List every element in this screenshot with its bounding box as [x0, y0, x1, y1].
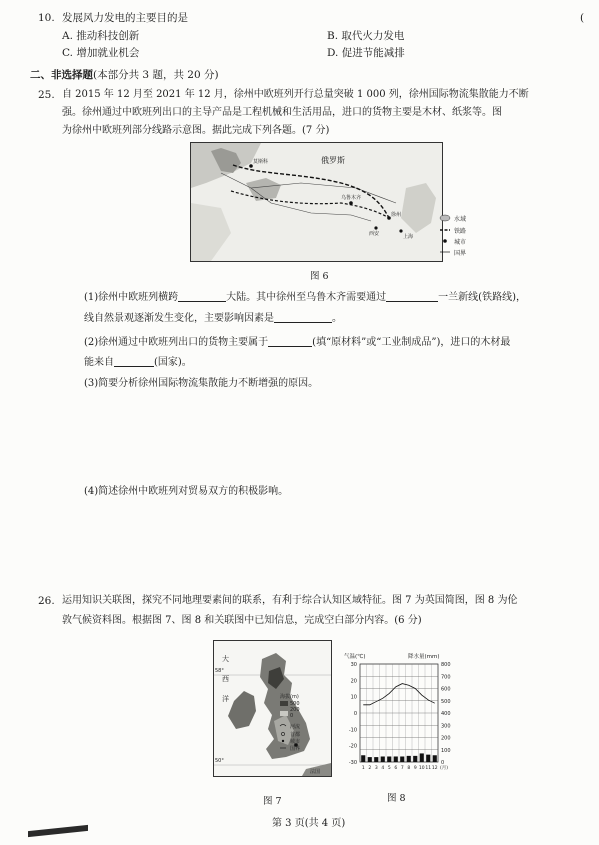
q25-sub1-text-d: 线自然景观逐渐发生变化，主要影响因素是: [84, 313, 274, 324]
precip-tick-label: 100: [441, 747, 451, 754]
month-tick-label: 4: [381, 766, 385, 771]
precip-tick-label: 400: [441, 711, 451, 717]
q25-sub1-text-a: (1)徐州中欧班列横跨: [84, 292, 179, 303]
q25-sub2-text-c: 能来自: [84, 357, 114, 368]
month-tick-label: 12: [431, 766, 438, 771]
city-symbol-uk: [282, 740, 284, 742]
legend-border-label: 国界: [454, 250, 467, 257]
q25-sub1-blank-railway[interactable]: [386, 290, 438, 302]
q10-number: 10.: [38, 12, 55, 24]
precip-bar: [400, 756, 404, 762]
month-tick-label: 10: [418, 766, 425, 771]
month-tick-label: 5: [387, 766, 391, 771]
ireland: [228, 691, 256, 729]
precip-tick-label: 800: [441, 662, 451, 668]
month-tick-label: 3: [374, 766, 378, 771]
q25-sub2-line2: [84, 355, 192, 370]
precip-tick-label: 500: [441, 698, 451, 705]
q25-sub1-text-e: 。: [332, 313, 342, 324]
chart-grid: [360, 664, 438, 762]
q25-number: 25.: [38, 89, 55, 101]
label-france: 法国: [310, 769, 321, 775]
q25-sub3: (3)简要分析徐州国际物流集散能力不断增强的原因。: [84, 378, 319, 389]
temp-tick-label: 30: [350, 662, 357, 668]
q10-option-a: A. 推动科技创新: [62, 30, 140, 42]
precip-tick-label: 0: [441, 760, 445, 766]
legend-city: 城市: [290, 739, 301, 745]
figure-6-map: [190, 142, 443, 262]
precip-bar: [413, 756, 417, 762]
railway-map: [191, 143, 442, 261]
temp-axis-label: 气温(℃): [344, 654, 366, 660]
answer-bracket: (: [580, 12, 585, 24]
temp-tick-label: -30: [348, 760, 357, 766]
figure-8-caption: 图 8: [387, 793, 406, 804]
q10-stem: 发展风力发电的主要目的是: [62, 12, 188, 24]
legend-capital: 首都: [290, 732, 301, 738]
q25-stem-line1: 自 2015 年 12 月至 2021 年 12 月，徐州中欧班列开行总量突破 1 000 列，徐州国际物流集散能力不断: [62, 89, 529, 100]
q25-sub1-blank-factor[interactable]: [274, 311, 332, 323]
city-symbol: [443, 239, 447, 243]
month-tick-label: 9: [413, 766, 417, 771]
q25-sub1-line2: [84, 311, 342, 326]
water-symbol: [440, 215, 450, 221]
month-tick-label: 11: [425, 766, 432, 771]
altitude-swatch-500: [280, 701, 288, 706]
section-heading: [30, 68, 219, 82]
map-label-shanghai: 上海: [403, 234, 414, 240]
map-label-urumqi: 乌鲁木齐: [341, 195, 362, 201]
legend-water-label: 水域: [454, 216, 467, 223]
altitude-200: 200: [290, 707, 300, 713]
map-label-xian: 西安: [369, 231, 380, 237]
q10-option-b: B. 取代火力发电: [327, 30, 405, 42]
precip-bar: [426, 755, 430, 762]
q25-sub2-text-a: (2)徐州通过中欧班列出口的货物主要属于: [84, 337, 269, 348]
q25-sub2-text-d: (国家)。: [154, 357, 192, 368]
temp-tick-label: 20: [350, 678, 357, 685]
q25-sub3-answer-area[interactable]: [84, 394, 564, 474]
city-shanghai-marker: [399, 229, 402, 232]
ocean-char-1: 大: [222, 655, 229, 663]
lat-label-58: 58°: [215, 668, 224, 674]
month-tick-label: 8: [407, 766, 411, 771]
figure-6-caption: 图 6: [310, 271, 329, 282]
q25-sub2-text-b: (填“原材料”或“工业制成品”)，进口的木材最: [312, 337, 511, 348]
figure-8-climate-chart: [338, 650, 468, 780]
q25-sub2-blank-country[interactable]: [114, 355, 154, 367]
map-label-russia: 俄罗斯: [321, 156, 345, 165]
legend-symbols: [438, 212, 482, 264]
legend-border: 国界: [290, 746, 301, 752]
altitude-swatch-200: [280, 706, 288, 711]
ocean-char-3: 洋: [222, 695, 229, 703]
month-tick-label: 2: [368, 766, 372, 771]
precip-bar: [387, 756, 391, 762]
chart-ticks: [349, 662, 451, 771]
page-footer: 第 3 页(共 4 页): [272, 818, 346, 829]
section-title: 二、非选择题: [30, 69, 93, 81]
ocean-char-2: 西: [222, 675, 229, 683]
q25-sub2-line1: [84, 335, 510, 350]
section-note: (本部分共 3 题，共 20 分): [93, 69, 219, 81]
q25-stem-line2: 强。徐州通过中欧班列出口的主导产品是工程机械和生活用品，进口的货物主要是木材、纸浆等。图: [62, 107, 502, 118]
precip-tick-label: 700: [441, 674, 451, 681]
q10-option-c: C. 增加就业机会: [62, 47, 140, 59]
q25-sub4: (4)简述徐州中欧班列对贸易双方的积极影响。: [84, 486, 289, 497]
river-symbol: [280, 725, 286, 727]
q25-sub4-answer-area[interactable]: [84, 502, 564, 582]
figure-7-legend: [278, 692, 328, 756]
precip-tick-label: 200: [441, 735, 451, 742]
q25-sub1-text-b: 大陆。其中徐州至乌鲁木齐需要通过: [226, 292, 387, 303]
map-label-moscow: 莫斯科: [253, 159, 269, 165]
precip-bar: [420, 753, 424, 762]
precip-bar: [381, 756, 385, 762]
q25-sub1-blank-continent[interactable]: [178, 290, 226, 302]
capital-symbol: [281, 732, 284, 735]
month-unit-label: (月): [440, 766, 449, 771]
legend-railway-label: 铁路: [454, 228, 467, 235]
city-urumqi-marker: [349, 201, 353, 205]
city-xian-marker: [374, 226, 377, 229]
precip-bar: [361, 755, 365, 762]
altitude-0: 0: [290, 713, 294, 719]
temp-tick-label: 0: [353, 711, 357, 717]
month-tick-label: 1: [361, 766, 365, 771]
temp-tick-label: 10: [350, 694, 357, 701]
month-tick-label: 7: [400, 766, 404, 771]
precip-bar: [368, 757, 372, 762]
figure-7-caption: 图 7: [263, 796, 282, 807]
precip-tick-label: 600: [441, 686, 451, 693]
precip-bar: [394, 756, 398, 762]
temp-tick-label: -10: [348, 727, 357, 734]
altitude-title: 海拔(m): [280, 694, 299, 700]
legend-river: 河流: [290, 724, 301, 730]
q25-sub1-line1: [84, 290, 526, 305]
precip-bar: [374, 757, 378, 762]
q25-sub2-blank-goods[interactable]: [268, 335, 312, 347]
figure-6-legend: [438, 212, 482, 264]
temp-tick-label: -20: [348, 743, 357, 750]
climate-chart-svg: [338, 650, 468, 780]
lat-label-50: 50°: [215, 758, 224, 764]
q25-sub1-text-c: 一兰新线(铁路线)，: [438, 292, 526, 303]
legend-city-label: 城市: [454, 239, 467, 246]
q26-stem-line1: 运用知识关联图，探究不同地理要素间的联系，有利于综合认知区域特征。图 7 为英国简图，图 8 为伦: [62, 595, 518, 606]
precip-bar: [407, 756, 411, 762]
page-corner-shadow: [28, 825, 88, 837]
precip-tick-label: 300: [441, 723, 451, 730]
precip-bar: [433, 755, 437, 762]
precip-axis-label: 降水量(mm): [408, 654, 440, 660]
altitude-swatch-0: [280, 711, 288, 716]
q26-number: 26.: [38, 595, 55, 607]
uk-legend-svg: [278, 692, 328, 756]
altitude-500: 500: [290, 701, 300, 707]
map-label-xuzhou: 徐州: [391, 212, 402, 218]
q10-option-d: D. 促进节能减排: [327, 47, 405, 59]
q26-stem-line2: 敦气候资料图。根据图 7、图 8 和关联图中已知信息，完成空白部分内容。(6 分): [62, 615, 422, 626]
month-tick-label: 6: [394, 766, 398, 771]
q25-stem-line3: 为徐州中欧班列部分线路示意图。据此完成下列各题。(7 分): [62, 125, 330, 136]
